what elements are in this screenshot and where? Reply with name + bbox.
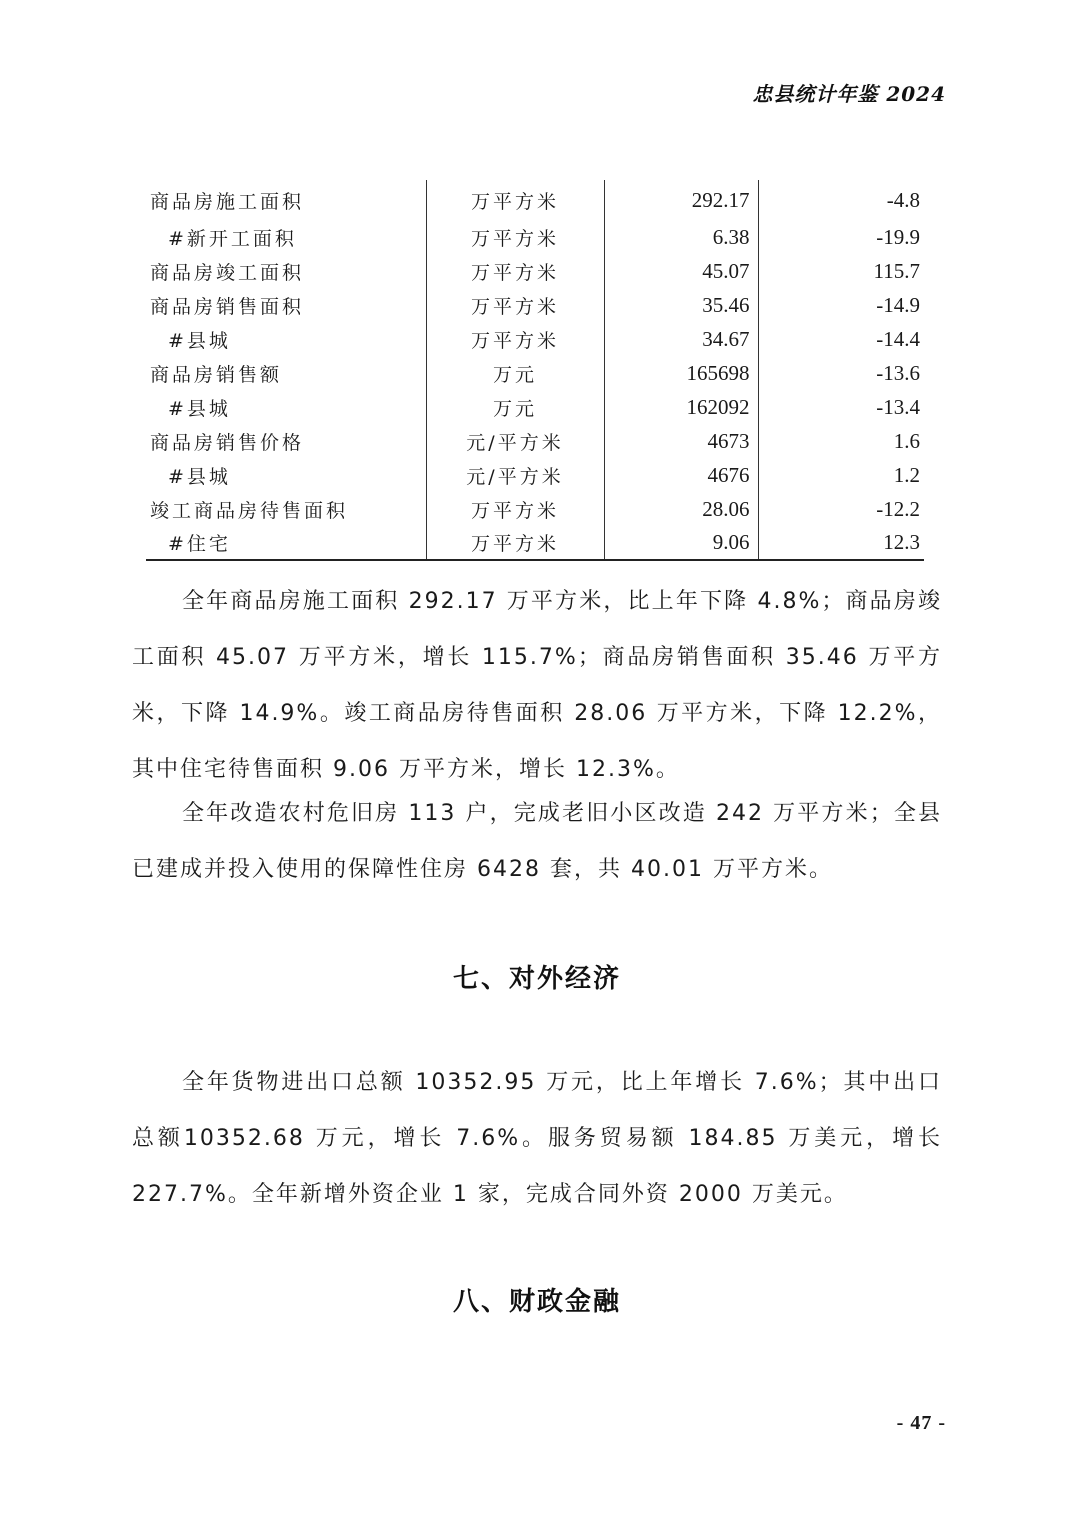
value-cell: 6.38 — [604, 220, 758, 254]
indicator-name-cell: #县城 — [168, 397, 231, 420]
table-row — [146, 322, 924, 356]
paragraph-external-trade: 全年货物进出口总额 10352.95 万元，比上年增长 7.6%；其中出口总额10352.68 万元，增长 7.6%。服务贸易额 184.85 万美元，增长 227.7%。全年新增外资企业 1 家，完成合同外资 2000 万美元。 — [132, 1070, 942, 1207]
value-cell: 35.46 — [604, 288, 758, 322]
section-heading-finance: 八、财政金融 — [452, 1287, 621, 1317]
unit-cell: 万平方米 — [426, 288, 604, 322]
growth-rate-cell: 12.3 — [758, 526, 924, 560]
table-row — [146, 220, 924, 254]
value-cell: 9.06 — [604, 526, 758, 560]
value-cell: 34.67 — [604, 322, 758, 356]
unit-cell: 万平方米 — [426, 526, 604, 560]
paragraph-real-estate: 全年商品房施工面积 292.17 万平方米，比上年下降 4.8%；商品房竣工面积 45.07 万平方米，增长 115.7%；商品房销售面积 35.46 万平方米，下降 14.9%。竣工商品房待售面积 28.06 万平方米，下降 12.2%，其中住宅待售面积 9.06 万平方米，增长 12.3%。 — [132, 589, 942, 782]
table-row — [146, 356, 924, 390]
statistics-table — [146, 180, 924, 561]
unit-cell: 万平方米 — [426, 220, 604, 254]
page-number: - 47 - — [896, 1412, 946, 1434]
unit-cell: 万平方米 — [426, 180, 604, 220]
table-row — [146, 288, 924, 322]
value-cell: 4676 — [604, 458, 758, 492]
value-cell: 292.17 — [604, 180, 758, 220]
indicator-name-cell: 商品房销售价格 — [150, 431, 305, 454]
growth-rate-cell: -14.4 — [876, 326, 920, 351]
section-heading-external-economy: 七、对外经济 — [452, 964, 621, 994]
paragraph-housing-renovation: 全年改造农村危旧房 113 户，完成老旧小区改造 242 万平方米；全县已建成并投入使用的保障性住房 6428 套，共 40.01 万平方米。 — [132, 801, 942, 882]
indicator-name-cell: #新开工面积 — [168, 227, 297, 250]
statistics-table-body — [146, 180, 924, 560]
indicator-name-cell: #住宅 — [146, 526, 426, 560]
growth-rate-cell: 1.6 — [893, 428, 920, 453]
table-row — [146, 458, 924, 492]
indicator-name-cell: 商品房竣工面积 — [150, 261, 305, 284]
growth-rate-cell: -4.8 — [886, 187, 920, 212]
unit-cell: 万平方米 — [426, 492, 604, 526]
value-cell: 45.07 — [604, 254, 758, 288]
table-row — [146, 492, 924, 526]
growth-rate-cell: -13.6 — [876, 360, 920, 385]
unit-cell: 万平方米 — [426, 322, 604, 356]
indicator-name-cell: 竣工商品房待售面积 — [150, 499, 349, 522]
table-row — [146, 254, 924, 288]
indicator-name-cell: #县城 — [168, 329, 231, 352]
table-row — [146, 390, 924, 424]
table-row — [146, 424, 924, 458]
unit-cell: 元/平方米 — [426, 458, 604, 492]
table-row — [146, 180, 924, 220]
unit-cell: 元/平方米 — [426, 424, 604, 458]
table-row — [146, 526, 924, 560]
growth-rate-cell: -19.9 — [876, 224, 920, 249]
growth-rate-cell: -14.9 — [876, 292, 920, 317]
growth-rate-cell: 1.2 — [893, 462, 920, 487]
growth-rate-cell: -12.2 — [876, 496, 920, 521]
indicator-name-cell: 商品房销售面积 — [150, 295, 305, 318]
value-cell: 4673 — [604, 424, 758, 458]
indicator-name-cell: 商品房施工面积 — [150, 190, 305, 213]
unit-cell: 万平方米 — [426, 254, 604, 288]
unit-cell: 万元 — [426, 390, 604, 424]
growth-rate-cell: -13.4 — [876, 394, 920, 419]
unit-cell: 万元 — [426, 356, 604, 390]
indicator-name-cell: #县城 — [168, 465, 231, 488]
indicator-name-cell: 商品房销售额 — [150, 363, 283, 386]
growth-rate-cell: 115.7 — [873, 258, 920, 283]
value-cell: 28.06 — [604, 492, 758, 526]
running-header: 忠县统计年鉴 2024 — [752, 82, 946, 106]
value-cell: 165698 — [604, 356, 758, 390]
value-cell: 162092 — [604, 390, 758, 424]
